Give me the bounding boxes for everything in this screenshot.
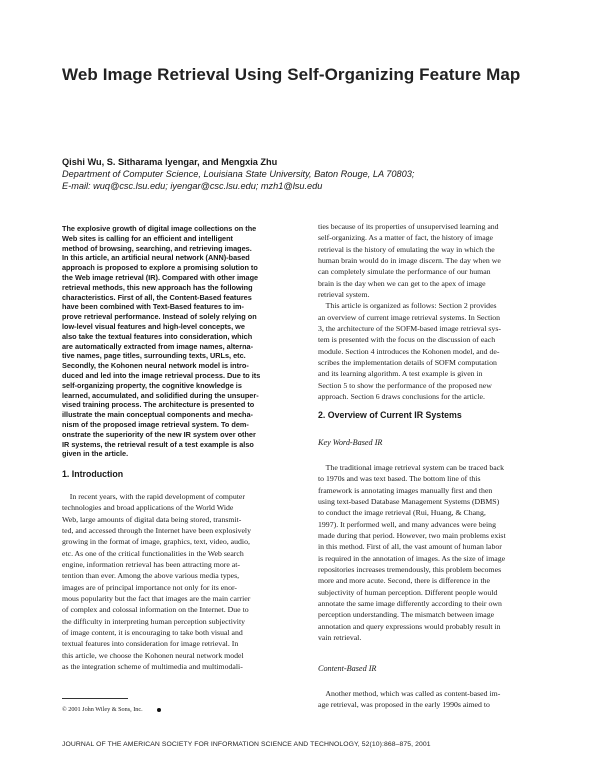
- text-line: engine, information retrieval has been attracting more at-: [62, 560, 240, 570]
- text-line: etc. As one of the critical functionalities in the Web search: [62, 548, 244, 558]
- text-line: 3, the architecture of the SOFM-based image retrieval sys-: [318, 324, 501, 334]
- text-line: in this method. First of all, the vast amount of human labor: [318, 542, 502, 552]
- text-line: have been combined with Text-Based features to im-: [62, 302, 244, 312]
- bullet-icon: [157, 708, 161, 712]
- text-line: tive names, page titles, surrounding texts, URLs, etc.: [62, 351, 246, 361]
- text-line: to conduct the image retrieval (Rui, Huang, & Chang,: [318, 508, 486, 518]
- paper-title: Web Image Retrieval Using Self-Organizing Feature Map: [62, 65, 521, 84]
- text-line: an overview of current image retrieval systems. In Section: [318, 312, 501, 322]
- subsection-heading-keyword: Key Word-Based IR: [318, 438, 383, 447]
- text-line: retrieval is the history of emulating the way in which the: [318, 244, 495, 254]
- text-line: ties because of its properties of unsupervised learning and: [318, 222, 499, 231]
- text-line: retrieval system.: [318, 290, 370, 300]
- text-line: Another method, which was called as content-based im-: [318, 689, 501, 698]
- text-line: images are of principal importance not only for its enor-: [62, 582, 237, 592]
- text-line: Web sites is calling for an efficient and intelligent: [62, 233, 233, 243]
- text-line: can completely simulate the performance of our human: [318, 267, 491, 277]
- text-line: of image content, it is encouraging to take both visual and: [62, 628, 243, 638]
- text-line: The explosive growth of digital image collections on the: [62, 224, 257, 233]
- text-line: mous popularity but the fact that images are the main carrier: [62, 594, 251, 604]
- text-line: characteristics. First of all, the Content-Based features: [62, 292, 252, 302]
- text-line: annotate the same image differently according to their own: [318, 599, 502, 609]
- journal-footer: JOURNAL OF THE AMERICAN SOCIETY FOR INFORMATION SCIENCE AND TECHNOLOGY, 52(10):868–875, 2001: [62, 741, 431, 748]
- text-line: textual features into consideration for image retrieval. In: [62, 639, 239, 649]
- text-line: given in the article.: [62, 449, 129, 459]
- text-line: growing in the format of image, graphics, text, video, audio,: [62, 537, 250, 547]
- affiliation-email: E-mail: wuq@csc.lsu.edu; iyengar@csc.lsu.edu; mzh1@lsu.edu: [62, 181, 323, 191]
- text-line: IR systems, the retrieval result of a test example is also: [62, 439, 254, 449]
- text-line: technologies and broad applications of the World Wide: [62, 503, 234, 513]
- text-line: approach is proposed to explore a promising solution to: [62, 263, 258, 273]
- text-line: subjectivity of human perception. Different people would: [318, 587, 498, 597]
- text-line: low-level visual features and high-level concepts, we: [62, 321, 245, 331]
- text-line: onstrate the superiority of the new IR system over other: [62, 429, 256, 439]
- text-line: of complex and colossal information on the Internet. Due to: [62, 605, 249, 615]
- text-line: vain retrieval.: [318, 633, 362, 643]
- text-line: and its learning algorithm. A test example is given in: [318, 369, 483, 379]
- text-line: Secondly, the Kohonen neural network model is intro-: [62, 361, 249, 371]
- text-line: made during that period. However, two main problems exist: [318, 531, 506, 541]
- text-line: tem is presented with the focus on the discussion of each: [318, 335, 496, 345]
- text-line: illustrate the main conceptual components and mecha-: [62, 410, 253, 420]
- author-list: Qishi Wu, S. Sitharama Iyengar, and Mengxia Zhu: [62, 157, 278, 167]
- text-line: Section 5 to show the performance of the proposed new: [318, 380, 492, 390]
- text-line: repositories increases tremendously, this problem becomes: [318, 565, 502, 575]
- text-line: using text-based Database Management Systems (DBMS): [318, 497, 500, 507]
- text-line: self-organizing. As a matter of fact, the history of image: [318, 233, 494, 243]
- subsection-heading-content: Content-Based IR: [318, 664, 377, 673]
- text-line: nism of the proposed image retrieval system. To dem-: [62, 419, 249, 429]
- text-line: perception understanding. The mismatch between image: [318, 610, 495, 620]
- text-line: human brain would do in image discern. The day when we: [318, 256, 501, 266]
- text-line: the Web image retrieval (IR). Compared with other image: [62, 272, 259, 282]
- text-line: is required in the annotation of images. As the size of image: [318, 553, 506, 563]
- text-line: approach. Section 6 draws conclusions for the article.: [318, 392, 485, 402]
- content-ir-text: [318, 688, 546, 711]
- keyword-ir-text: [318, 462, 546, 644]
- text-line: scribes the implementation details of SOFM computation: [318, 358, 497, 368]
- text-line: module. Section 4 introduces the Kohonen model, and de-: [318, 346, 500, 356]
- footnote-rule: [62, 698, 128, 699]
- affiliation: [62, 168, 414, 192]
- text-line: brain is the day when we can get to the apex of image: [318, 278, 486, 288]
- text-line: learned, accumulated, and solidified during the unsuper-: [62, 390, 259, 400]
- column2-text: [318, 221, 546, 403]
- text-line: this article, we choose the Kohonen neural network model: [62, 650, 244, 660]
- copyright-text: © 2001 John Wiley & Sons, Inc.: [62, 706, 143, 713]
- copyright-notice: [62, 706, 161, 713]
- text-line: In this article, an artificial neural network (ANN)-based: [62, 253, 250, 263]
- text-line: vised training process. The architecture is presented to: [62, 400, 255, 410]
- text-line: Web, large amounts of digital data being stored, transmit-: [62, 514, 242, 524]
- text-line: In recent years, with the rapid development of computer: [62, 492, 245, 501]
- text-line: self-organizing property, the cognitive knowledge is: [62, 380, 242, 390]
- text-line: duced and led into the image retrieval process. Due to its: [62, 370, 261, 380]
- introduction-text: [62, 491, 290, 673]
- section-heading-introduction: 1. Introduction: [62, 469, 124, 479]
- text-line: more and more acute. Second, there is difference in the: [318, 576, 490, 586]
- text-line: The traditional image retrieval system can be traced back: [318, 463, 505, 472]
- text-line: also take the textual features into consideration, which: [62, 331, 253, 341]
- text-line: as the integration scheme of multimedia and multimodali-: [62, 662, 243, 672]
- text-line: ted, and accessed through the Internet have been explosively: [62, 526, 252, 536]
- section-heading-overview: 2. Overview of Current IR Systems: [318, 410, 462, 420]
- text-line: retrieval methods, this new approach has the following: [62, 282, 253, 292]
- text-line: the difficulty in interpreting human perception subjectivity: [62, 616, 246, 626]
- text-line: method of browsing, searching, and retrieving images.: [62, 243, 252, 253]
- affiliation-line: Department of Computer Science, Louisiana State University, Baton Rouge, LA 70803;: [62, 169, 415, 179]
- text-line: age retrieval, was proposed in the early 1990s aimed to: [318, 700, 490, 710]
- text-line: prove retrieval performance. Instead of solely relying on: [62, 312, 257, 322]
- text-line: are automatically extracted from image names, alterna-: [62, 341, 254, 351]
- text-line: annotation and query expressions would probably result in: [318, 621, 501, 631]
- text-line: 1997). It performed well, and many advances were being: [318, 519, 496, 529]
- text-line: tention than ever. Among the above various media types,: [62, 571, 240, 581]
- text-line: This article is organized as follows: Section 2 provides: [318, 301, 497, 311]
- text-line: to 1970s and was text based. The bottom line of this: [318, 474, 481, 484]
- text-line: framework is annotating images manually first and then: [318, 485, 493, 495]
- abstract: [62, 224, 290, 459]
